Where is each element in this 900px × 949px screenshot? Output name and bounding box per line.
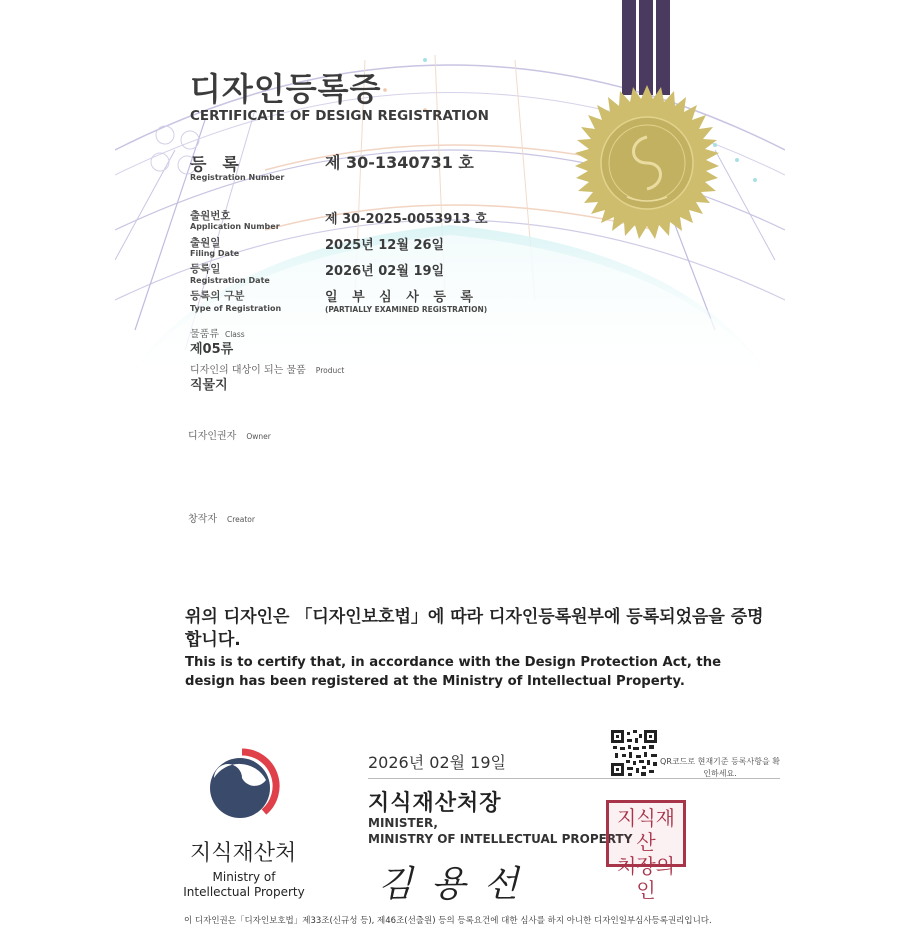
issue-date: 2026년 02월 19일 (368, 753, 506, 772)
stamp-line-2: 처장의인 (617, 854, 675, 902)
registration-label-en: Registration Number (190, 173, 285, 182)
registration-type-note: (PARTIALLY EXAMINED REGISTRATION) (325, 305, 488, 314)
application-number-label-en: Application Number (190, 222, 280, 231)
product-label-ko: 디자인의 대상이 되는 물품 (190, 365, 306, 376)
ministry-taegeuk-logo-icon (204, 748, 280, 824)
certification-text-ko: 위의 디자인은 「디자인보호법」에 따라 디자인등록원부에 등록되었음을 증명합니다. (185, 607, 764, 650)
ribbon-stripe-2 (639, 0, 653, 95)
certificate-title-ko: 디자인등록증 (190, 70, 382, 108)
owner-label (188, 424, 271, 443)
minister-signature: 김용선 (378, 864, 537, 905)
registration-type-label-ko: 등록의 구분 (190, 290, 245, 302)
minister-title-ko: 지식재산처장 (368, 791, 502, 816)
registration-type-value: 일 부 심 사 등 록 (325, 290, 478, 305)
ribbon-stripe-1 (622, 0, 636, 95)
class-label-en: Class (224, 330, 245, 339)
creator-label-en: Creator (226, 515, 255, 524)
qr-code-icon[interactable] (611, 730, 657, 776)
registration-date-label-en: Registration Date (190, 276, 270, 285)
registration-type-label-en: Type of Registration (190, 304, 282, 313)
owner-label-ko: 디자인권자 (188, 431, 237, 442)
creator-label (188, 507, 255, 526)
official-seal-stamp (606, 800, 686, 902)
certification-text-en: This is to certify that, in accordance with the Design Protection Act, the design has been registered at the Ministry of Intellectual Property. (185, 655, 722, 689)
stamp-line-1: 지식재산 (617, 806, 675, 854)
class-value: 제05류 (190, 342, 234, 357)
registration-date-label-ko: 등록일 (190, 263, 221, 275)
gold-seal-icon (567, 85, 727, 245)
filing-date-label-ko: 출원일 (190, 237, 221, 249)
qr-instruction-text: QR코드로 현재기준 등록사항을 확인하세요. (660, 757, 780, 778)
application-number-value: 제 30-2025-0053913 호 (325, 212, 488, 227)
product-label-en: Product (315, 366, 345, 375)
filing-date-label-en: Filing Date (190, 249, 240, 258)
registration-date-value: 2026년 02월 19일 (325, 264, 445, 279)
owner-label-en: Owner (246, 432, 271, 441)
creator-label-ko: 창작자 (188, 514, 217, 525)
minister-title-en-2: MINISTRY OF INTELLECTUAL PROPERTY (368, 832, 633, 846)
ribbon-stripe-3 (656, 0, 670, 95)
certificate-title-en: CERTIFICATE OF DESIGN REGISTRATION (190, 108, 489, 124)
ministry-name-ko: 지식재산처 (190, 841, 297, 866)
registration-label-ko: 등 록 (190, 155, 244, 175)
minister-title-en-1: MINISTER, (368, 816, 438, 830)
filing-date-value: 2025년 12월 26일 (325, 238, 445, 253)
class-label-ko: 물품류 (190, 329, 219, 340)
ministry-name-en: Ministry of Intellectual Property (183, 870, 305, 899)
product-value: 직물지 (190, 378, 228, 393)
registration-number: 제 30-1340731 호 (325, 153, 474, 172)
footnote: 이 디자인권은「디자인보호법」제33조(신규성 등), 제46조(선출원) 등의 등록요건에 대한 심사를 하지 아니한 디자인일부심사등록권리입니다. (184, 916, 712, 926)
application-number-label-ko: 출원번호 (190, 210, 231, 222)
